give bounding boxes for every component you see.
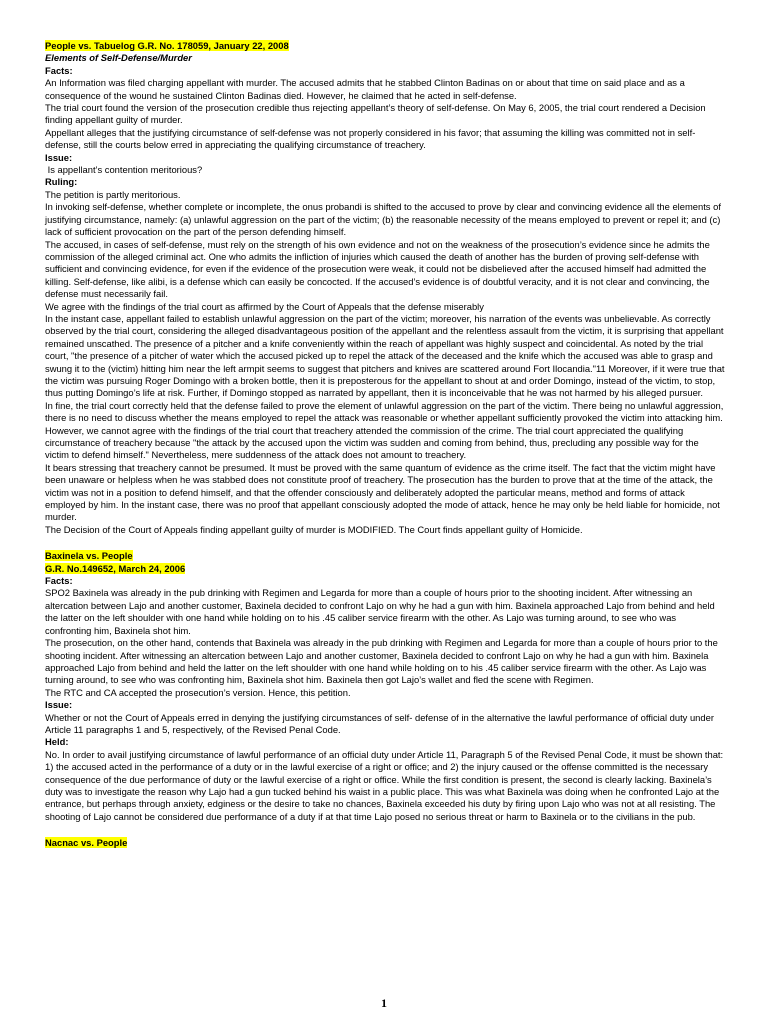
page-number: 1 [381, 996, 387, 1010]
case3-section [45, 837, 725, 849]
case1-ruling-paragraph: The Decision of the Court of Appeals finding appellant guilty of murder is MODIFIED. The Court finds appellant guilty of Homicide. [45, 523, 583, 535]
case2-citation: G.R. No.149652, March 24, 2006 [45, 562, 186, 574]
case1-ruling-paragraph: The petition is partly meritorious. [45, 188, 181, 200]
case1-ruling-heading: Ruling: [45, 176, 78, 188]
case1-issue-text: Is appellant’s contention meritorious? [45, 164, 203, 176]
case1-ruling-paragraph: We agree with the findings of the trial court as affirmed by the Court of Appeals that the defense miserably [45, 300, 484, 312]
case2-issue-heading: Issue: [45, 699, 73, 711]
case1-facts-heading: Facts: [45, 64, 73, 76]
case1-subtitle: Elements of Self-Defense/Murder [45, 52, 192, 64]
case1-issue-heading: Issue: [45, 151, 73, 163]
case2-facts-paragraph: SPO2 Baxinela was already in the pub drinking with Regimen and Legarda for more than a couple of hours prior to the shooting incident. After witnessing an altercation between Lajo and another customer, Baxinela decided to confront Lajo on why he had a gun with him. Baxinela approached Lajo from behind and held the latter on the left shoulder with one hand while holding on to his .45 caliber service firearm with the other. As Lajo was turning around, to see who was confronting him, Baxinela shot him. [45, 587, 715, 636]
case1-ruling-paragraph: In fine, the trial court correctly held that the defense failed to prove the element of unlawful aggression on the part of the victim. There being no unlawful aggression, there is no need to discuss whether the means employed to repel the attack was reasonable or whether appellant sufficiently provoked the victim into attacking him. [45, 399, 724, 424]
case2-facts-paragraph: The prosecution, on the other hand, contends that Baxinela was already in the pub drinking with Regimen and Legarda for more than a couple of hours prior to the shooting incident. After witnessing an altercation between Lajo and another customer, Baxinela decided to confront Lajo on why he had a gun with him. Baxinela approached Lajo from behind and held the latter on the left shoulder with one hand while holding on to his .45 caliber service firearm with the other. As Lajo was turning around, to see who was confronting him, Baxinela shot him. Baxinela then got Lajo’s wallet and fled the scene with Regimen. [45, 637, 718, 686]
case1-facts-paragraph: An Information was filed charging appellant with murder. The accused admits that he stabbed Clinton Badinas on or about that time on said place and as a consequence of the wound he sustained Clinton Badinas died. However, he claimed that he acted in self-defense. [45, 77, 685, 101]
case2-held-text: No. In order to avail justifying circumstance of lawful performance of an official duty under Article 11, Paragraph 5 of the Revised Penal Code, it must be shown that: 1) the accused acted in the performance of a duty or in the lawful exercise of a right or office; and 2) the injury caused or the offense committed is the necessary consequence of the due performance of duty or the lawful exercise of a right or office. While the first condition is present, the second is clearly lacking. Baxinela’s duty was to investigate the reason why Lajo had a gun tucked behind his waist in a public place. This was what Baxinela was doing when he confronted Lajo at the entrance, but perhaps through anxiety, edginess or the desire to take no chances, Baxinela exceeded his duty by firing upon Lajo who was not at all resisting. The shooting of Lajo cannot be considered due performance of a duty if at that time Lajo posed no serious threat or harm to Baxinela or to the civilians in the pub. [45, 748, 724, 822]
case3-title: Nacnac vs. People [45, 837, 128, 849]
case2-section [45, 550, 725, 823]
case2-facts-heading: Facts: [45, 575, 73, 587]
document-page [45, 40, 725, 850]
case2-issue-text: Whether or not the Court of Appeals erred in denying the justifying circumstances of self- defense of in the alternative the lawful performance of official duty under Article 11 paragraphs 1 and 5, respectively, of the Revised Penal Code. [45, 711, 714, 735]
case2-held-heading: Held: [45, 736, 69, 748]
case1-ruling-paragraph: The accused, in cases of self-defense, must rely on the strength of his own evidence and not on the weakness of the prosecution’s evidence since he admits the commission of the alleged criminal act. One who admits the infliction of injuries which caused the death of another has the burden of proving self-defense with sufficient and convincing evidence, for even if the evidence of the prosecution were weak, it could not be disbelieved after the accused himself had admitted the killing. Self-defense, like alibi, is a defense which can easily be concocted. If the accused’s evidence is of doubtful veracity, and it is not clear and convincing, the defense must necessarily fail. [45, 238, 710, 300]
case1-title: People vs. Tabuelog G.R. No. 178059, January 22, 2008 [45, 40, 289, 51]
case1-facts-paragraph: The trial court found the version of the prosecution credible thus rejecting appellant’s theory of self-defense. On May 6, 2005, the trial court rendered a Decision finding appellant guilty of murder. [45, 102, 706, 126]
case1-ruling-paragraph: However, we cannot agree with the findings of the trial court that treachery attended the commission of the crime. The trial court appreciated the qualifying circumstance of treachery because "the attack by the accused upon the victim was sudden and coming from behind, thus, precluding any possible way for the victim to defend himself." Nevertheless, mere suddenness of the attack does not amount to treachery. [45, 424, 699, 461]
case1-ruling-paragraph: In invoking self-defense, whether complete or incomplete, the onus probandi is shifted to the accused to prove by clear and convincing evidence all the elements of justifying circumstance, namely: (a) unlawful aggression on the part of the victim; (b) the reasonable necessity of the means employed to prevent or repel it; and (c) lack of sufficient provocation on the part of the person defending himself. [45, 201, 721, 238]
case2-title: Baxinela vs. People [45, 550, 133, 562]
case1-ruling-paragraph: In the instant case, appellant failed to establish unlawful aggression on the part of the victim; moreover, his narration of the events was unbelievable. As correctly observed by the trial court, considering the alleged disadvantageous position of the appellant and the relentless assault from the victim, it is surprising that appellant remained unscathed. The presence of a pitcher and a knife conveniently within the reach of appellant was highly suspect and coincidental. As noted by the trial court, "the presence of a pitcher of water which the accused picked up to repel the attack of the deceased and the knife which the accused was able to grasp and swung it to the (victim) hitting him near the left armpit seems to suggest that pitchers and knives are scattered around Fort Ilocandia."11 Moreover, if it were true that the victim was pursuing Roger Domingo with a broken bottle, then it is preposterous for the appellant to shout at and order Domingo, instead of the victim, to stop, thus putting Domingo’s life at risk. Further, if Domingo stopped as narrated by appellant, then it is inconceivable that he was not harmed by his alleged pursuer. [45, 312, 725, 399]
case1-ruling-paragraph: It bears stressing that treachery cannot be presumed. It must be proved with the same quantum of evidence as the crime itself. The fact that the victim might have been unaware or helpless when he was stabbed does not constitute proof of treachery. The prosecution has the burden to prove that at the time of the attack, the victim was not in a position to defend himself, and that the offender consciously and deliberately adopted the particular means, method and forms of attack employed by him. In the instant case, there was no proof that appellant consciously adopted the mode of attack, hence he may only be held liable for homicide, not murder. [45, 461, 720, 523]
case1-section [45, 40, 725, 536]
case2-facts-paragraph: The RTC and CA accepted the prosecution’s version. Hence, this petition. [45, 686, 351, 698]
case1-facts-paragraph: Appellant alleges that the justifying circumstance of self-defense was not properly considered in his favor; that assuming the killing was committed not in self-defense, still the courts below erred in appreciating the qualifying circumstance of treachery. [45, 126, 696, 151]
